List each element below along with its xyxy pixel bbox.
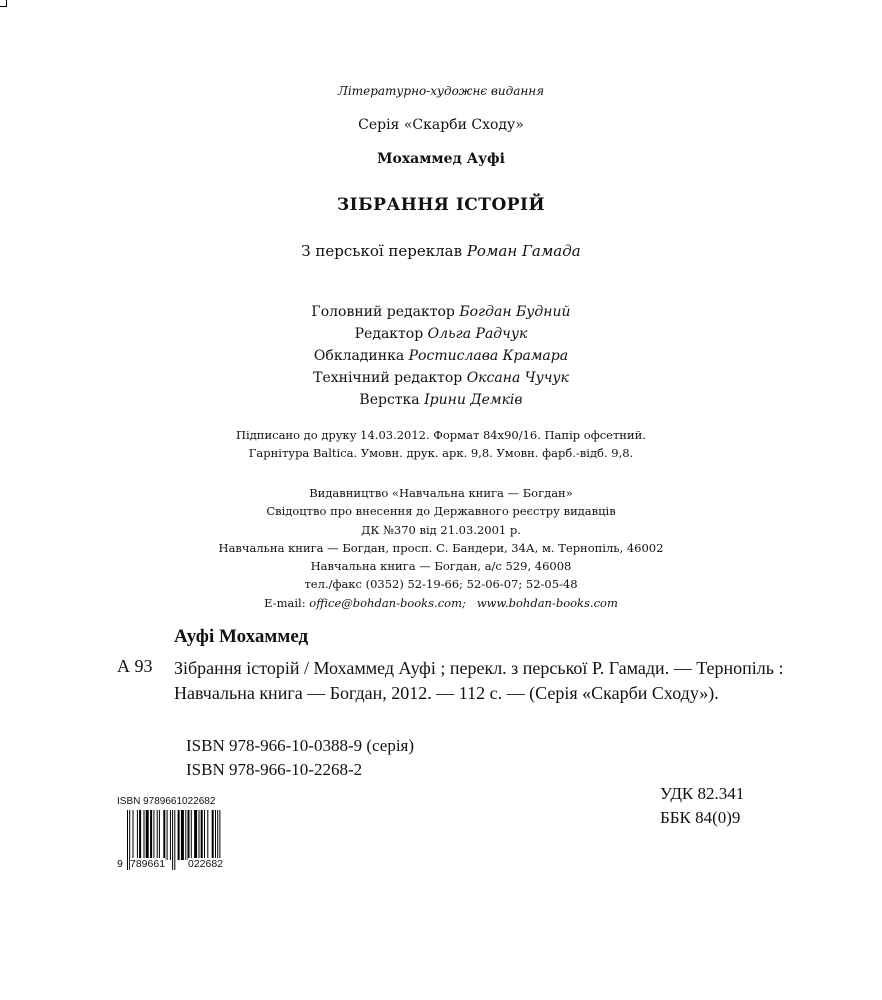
credit-name: Ірини Демків xyxy=(424,392,523,408)
barcode-bar xyxy=(172,810,173,870)
series-line: Серія «Скарби Сходу» xyxy=(358,117,524,133)
bbk-code: ББК 84(0)9 xyxy=(660,808,741,827)
barcode xyxy=(117,796,251,874)
credit-role: Верстка xyxy=(359,392,420,408)
barcode-bar xyxy=(150,810,152,860)
barcode-bar xyxy=(178,810,180,860)
barcode-bar xyxy=(185,810,186,860)
publisher-line: Свідоцтво про внесення до Державного реєстру видавців xyxy=(266,504,616,519)
barcode-bar xyxy=(163,810,165,860)
barcode-bar xyxy=(188,810,190,860)
barcode-isbn-text: ISBN 9789661022682 xyxy=(117,796,216,807)
credit-role: Обкладинка xyxy=(313,348,405,364)
credit-name: Ольга Радчук xyxy=(427,326,528,342)
barcode-bar xyxy=(191,810,192,860)
credit-name: Ростислава Крамара xyxy=(408,348,569,364)
publisher-block xyxy=(0,484,882,612)
publisher-line: Навчальна книга — Богдан, просп. С. Бандери, 34А, м. Тернопіль, 46002 xyxy=(218,540,664,555)
translation-line xyxy=(0,242,882,260)
credit-line xyxy=(0,389,882,411)
translation-prefix: З перської переклав xyxy=(301,242,463,260)
barcode-bar xyxy=(153,810,154,860)
udk-code: УДК 82.341 xyxy=(660,784,745,803)
credit-line xyxy=(0,301,882,323)
author-name: Мохаммед Ауфі xyxy=(377,151,505,167)
publisher-line: тел./факс (0352) 52-19-66; 52-06-07; 52-05-48 xyxy=(304,577,578,592)
catalog-code: А 93 xyxy=(117,656,153,676)
email-address: office@bohdan-books.com; xyxy=(309,595,466,610)
barcode-bar xyxy=(133,810,134,860)
isbn-series: ISBN 978-966-10-0388-9 (серія) xyxy=(186,736,415,755)
barcode-digits-left: 789661 xyxy=(130,858,166,870)
barcode-bar xyxy=(167,810,168,860)
email-label: E-mail: xyxy=(264,595,306,610)
barcode-bar xyxy=(199,810,200,860)
barcode-bar xyxy=(139,810,141,860)
credit-name: Богдан Будний xyxy=(459,304,571,320)
book-title: ЗІБРАННЯ ІСТОРІЙ xyxy=(336,195,546,215)
barcode-bar xyxy=(174,810,175,870)
credit-line xyxy=(0,323,882,345)
publisher-line: Видавництво «Навчальна книга — Богдан» xyxy=(309,486,573,500)
contact-line xyxy=(0,594,882,612)
barcode-bar xyxy=(207,810,208,860)
isbn-book: ISBN 978-966-10-2268-2 xyxy=(186,760,363,779)
publisher-line: ДК №370 від 21.03.2001 р. xyxy=(361,522,521,537)
barcode-bar xyxy=(157,810,158,860)
barcode-bar xyxy=(215,810,216,860)
crop-mark xyxy=(0,0,7,7)
credit-line xyxy=(0,367,882,389)
barcode-bar xyxy=(144,810,145,860)
credit-line xyxy=(0,345,882,367)
barcode-bar xyxy=(204,810,205,860)
barcode-digits-right: 022682 xyxy=(188,858,224,870)
barcode-digit-first: 9 xyxy=(117,858,123,870)
barcode-bar xyxy=(137,810,138,860)
print-info-line: Гарнітура Baltica. Умовн. друк. арк. 9,8. Умовн. фарб.-відб. 9,8. xyxy=(248,446,634,460)
barcode-bar xyxy=(181,810,184,860)
barcode-bar xyxy=(170,810,171,860)
catalog-author: Ауфі Мохаммед xyxy=(174,626,309,647)
publisher-line: Навчальна книга — Богдан, а/с 529, 46008 xyxy=(310,559,572,574)
credit-role: Головний редактор xyxy=(311,304,455,320)
website: www.bohdan-books.com xyxy=(476,595,618,610)
credits-block xyxy=(0,301,882,411)
credit-role: Редактор xyxy=(354,326,424,342)
print-info xyxy=(0,426,882,462)
barcode-bar xyxy=(127,810,128,870)
credit-role: Технічний редактор xyxy=(313,370,463,386)
translator-name: Роман Гамада xyxy=(466,242,581,260)
barcode-bar xyxy=(159,810,160,860)
credit-name: Оксана Чучук xyxy=(466,370,569,386)
barcode-bar xyxy=(194,810,197,860)
print-info-line: Підписано до друку 14.03.2012. Формат 84х90/16. Папір офсетний. xyxy=(236,428,646,442)
catalog-description: Зібрання історій / Мохаммед Ауфі ; перекл. з перської Р. Гамади. — Тернопіль : Навчальна книга — Богдан, 2012. — 112 с. — (Серія «Скарби Сходу»). xyxy=(174,658,784,703)
barcode-bar xyxy=(146,810,149,860)
barcode-bar xyxy=(212,810,214,860)
barcode-bar xyxy=(201,810,203,860)
genre-line: Літературно-художнє видання xyxy=(337,84,545,98)
